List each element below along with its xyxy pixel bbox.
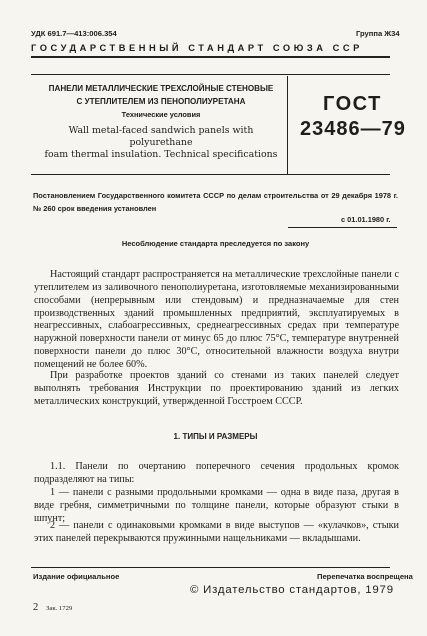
title-divider bbox=[287, 76, 288, 174]
instructions-paragraph: При разработке проектов зданий со стенами из таких панелей следует выполнять требования Инструкции по проектированию зданий из легких металлических конструкций, утвержденной Госстроем СССР. bbox=[34, 370, 399, 407]
standard-title-ru bbox=[36, 82, 286, 108]
order-number: Зак. 1729 bbox=[46, 605, 73, 612]
gost-label: ГОСТ bbox=[323, 93, 382, 115]
clause-1-1: 1.1. Панели по очертанию поперечного сечения продольных кромок подразделяют на типы: bbox=[34, 461, 399, 485]
title-en-line-1: Wall metal-faced sandwich panels with polyurethane bbox=[68, 125, 254, 148]
type-2-item: 2 — панели с одинаковыми кромками в виде выступов — «кулачков», стыки этих панелей перекрываются пружинными нащельниками — вкладышами. bbox=[34, 520, 399, 544]
title-en-line-2: foam thermal insulation. Technical specifications bbox=[44, 149, 278, 160]
udk-code: УДК 691.7—413:006.354 bbox=[31, 29, 117, 38]
title-top-rule bbox=[31, 74, 390, 75]
page-number: 2 bbox=[33, 602, 39, 613]
standard-subtitle-ru: Технические условия bbox=[121, 110, 201, 119]
decree-date-rule bbox=[288, 227, 397, 228]
title-ru-line-2: С УТЕПЛИТЕЛЕМ ИЗ ПЕНОПОЛИУРЕТАНА bbox=[76, 97, 246, 106]
header-rule bbox=[31, 56, 390, 58]
liability-notice: Несоблюдение стандарта преследуется по закону bbox=[121, 239, 310, 248]
gost-number: 23486—79 bbox=[300, 118, 406, 140]
state-standard-banner: ГОСУДАРСТВЕННЫЙ СТАНДАРТ СОЮЗА ССР bbox=[31, 43, 363, 53]
copyright-line: © Издательство стандартов, 1979 bbox=[190, 584, 394, 596]
official-edition-label: Издание официальное bbox=[33, 572, 120, 581]
title-bottom-rule bbox=[31, 174, 390, 175]
intro-paragraph: Настоящий стандарт распространяется на металлические трехслойные панели с утеплителем из заливочного пенополиуретана, изготовляемые механизированными способами (непрерывным или стендовым) и предназначаемые для стен производственных зданий промышленных предприятий, эксплуатируемых в неагрессивных, слабоагрессивных, среднеагрессивных средах при температуре наружной поверхности панели от минус 65 до плюс 75°C, температуре внутренней поверхности панели до плюс 30°C, относительной влажности воздуха внутри помещений не более 60%. bbox=[34, 269, 399, 370]
type-1-item: 1 — панели с разными продольными кромками — одна в виде паза, другая в виде гребня, симметричными по толщине панели, которые образуют стыки в шпунт; bbox=[34, 487, 399, 524]
footer-rule bbox=[31, 567, 390, 568]
title-ru-line-1: ПАНЕЛИ МЕТАЛЛИЧЕСКИЕ ТРЕХСЛОЙНЫЕ СТЕНОВЫЕ bbox=[48, 84, 274, 93]
section-title: 1. ТИПЫ И РАЗМЕРЫ bbox=[173, 432, 258, 441]
effective-date: с 01.01.1980 г. bbox=[341, 215, 391, 224]
standard-title-en bbox=[36, 125, 286, 161]
group-code: Группа Ж34 bbox=[356, 29, 400, 38]
reprint-prohibited-label: Перепечатка воспрещена bbox=[317, 572, 413, 581]
decree-text: Постановлением Государственного комитета СССР по делам строительства от 29 декабря 1978 г. № 260 срок введения установлен bbox=[33, 191, 398, 213]
